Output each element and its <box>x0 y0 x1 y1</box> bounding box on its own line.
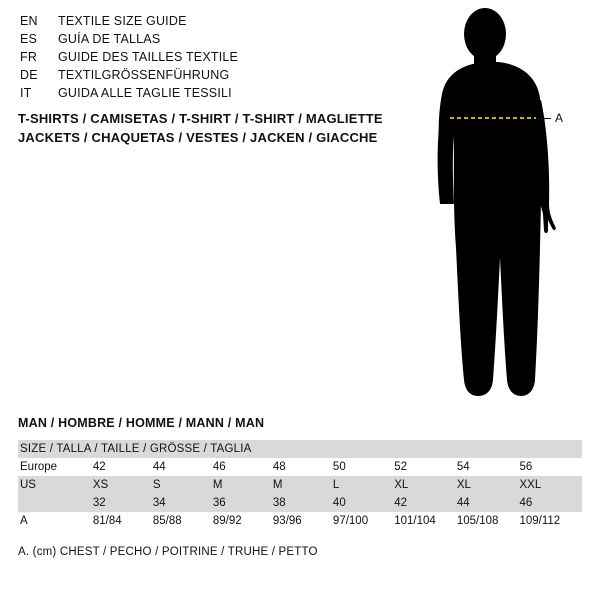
footnote-chest: A. (cm) CHEST / PECHO / POITRINE / TRUHE / PETTO <box>18 546 318 558</box>
garment-line-tshirts: T-SHIRTS / CAMISETAS / T-SHIRT / T-SHIRT / MAGLIETTE <box>18 111 383 126</box>
table-row <box>18 458 582 476</box>
cell: 50 <box>333 458 394 476</box>
cell: 97/100 <box>333 512 394 530</box>
language-row <box>20 68 380 86</box>
language-code: EN <box>20 14 38 28</box>
language-code: DE <box>20 68 38 82</box>
cell: 48 <box>273 458 333 476</box>
cell: 101/104 <box>394 512 457 530</box>
cell: 38 <box>273 494 333 512</box>
cell: XL <box>394 476 457 494</box>
cell: 105/108 <box>457 512 520 530</box>
row-label-numeric <box>18 494 93 512</box>
size-table <box>18 440 582 530</box>
cell: 109/112 <box>519 512 582 530</box>
cell: 52 <box>394 458 457 476</box>
table-header-size: SIZE / TALLA / TAILLE / GRÖSSE / TAGLIA <box>18 440 582 458</box>
language-code: FR <box>20 50 38 64</box>
language-row <box>20 50 380 68</box>
cell: XXL <box>519 476 582 494</box>
cell: 93/96 <box>273 512 333 530</box>
garment-categories <box>18 109 418 147</box>
language-text: GUÍA DE TALLAS <box>58 32 161 46</box>
table-row <box>18 512 582 530</box>
garment-line-jackets: JACKETS / CHAQUETAS / VESTES / JACKEN / GIACCHE <box>18 130 378 145</box>
cell: M <box>213 476 273 494</box>
table-header-row <box>18 440 582 458</box>
cell: 81/84 <box>93 512 153 530</box>
cell: 46 <box>519 494 582 512</box>
cell: M <box>273 476 333 494</box>
cell: 56 <box>519 458 582 476</box>
cell: 42 <box>394 494 457 512</box>
language-text: TEXTILGRÖSSENFÜHRUNG <box>58 68 230 82</box>
language-list <box>20 14 380 104</box>
cell: 34 <box>153 494 213 512</box>
cell: 44 <box>457 494 520 512</box>
table-row <box>18 494 582 512</box>
language-row <box>20 86 380 104</box>
cell: 89/92 <box>213 512 273 530</box>
figure-silhouette <box>410 8 590 408</box>
marker-dash <box>538 118 551 119</box>
language-text: GUIDE DES TAILLES TEXTILE <box>58 50 239 64</box>
language-text: TEXTILE SIZE GUIDE <box>58 14 187 28</box>
measure-marker-a: A <box>555 111 564 125</box>
row-label-a: A <box>18 512 93 530</box>
language-text: GUIDA ALLE TAGLIE TESSILI <box>58 86 232 100</box>
language-row <box>20 14 380 32</box>
cell: 42 <box>93 458 153 476</box>
section-heading-man: MAN / HOMBRE / HOMME / MANN / MAN <box>18 416 265 430</box>
language-row <box>20 32 380 50</box>
row-label-europe: Europe <box>18 458 93 476</box>
cell: S <box>153 476 213 494</box>
cell: 54 <box>457 458 520 476</box>
cell: XL <box>457 476 520 494</box>
cell: 40 <box>333 494 394 512</box>
table-row <box>18 476 582 494</box>
cell: 46 <box>213 458 273 476</box>
cell: 85/88 <box>153 512 213 530</box>
cell: 32 <box>93 494 153 512</box>
language-code: IT <box>20 86 32 100</box>
row-label-us: US <box>18 476 93 494</box>
cell: 36 <box>213 494 273 512</box>
cell: XS <box>93 476 153 494</box>
cell: 44 <box>153 458 213 476</box>
male-torso-silhouette-icon <box>410 8 590 408</box>
cell: L <box>333 476 394 494</box>
language-code: ES <box>20 32 38 46</box>
